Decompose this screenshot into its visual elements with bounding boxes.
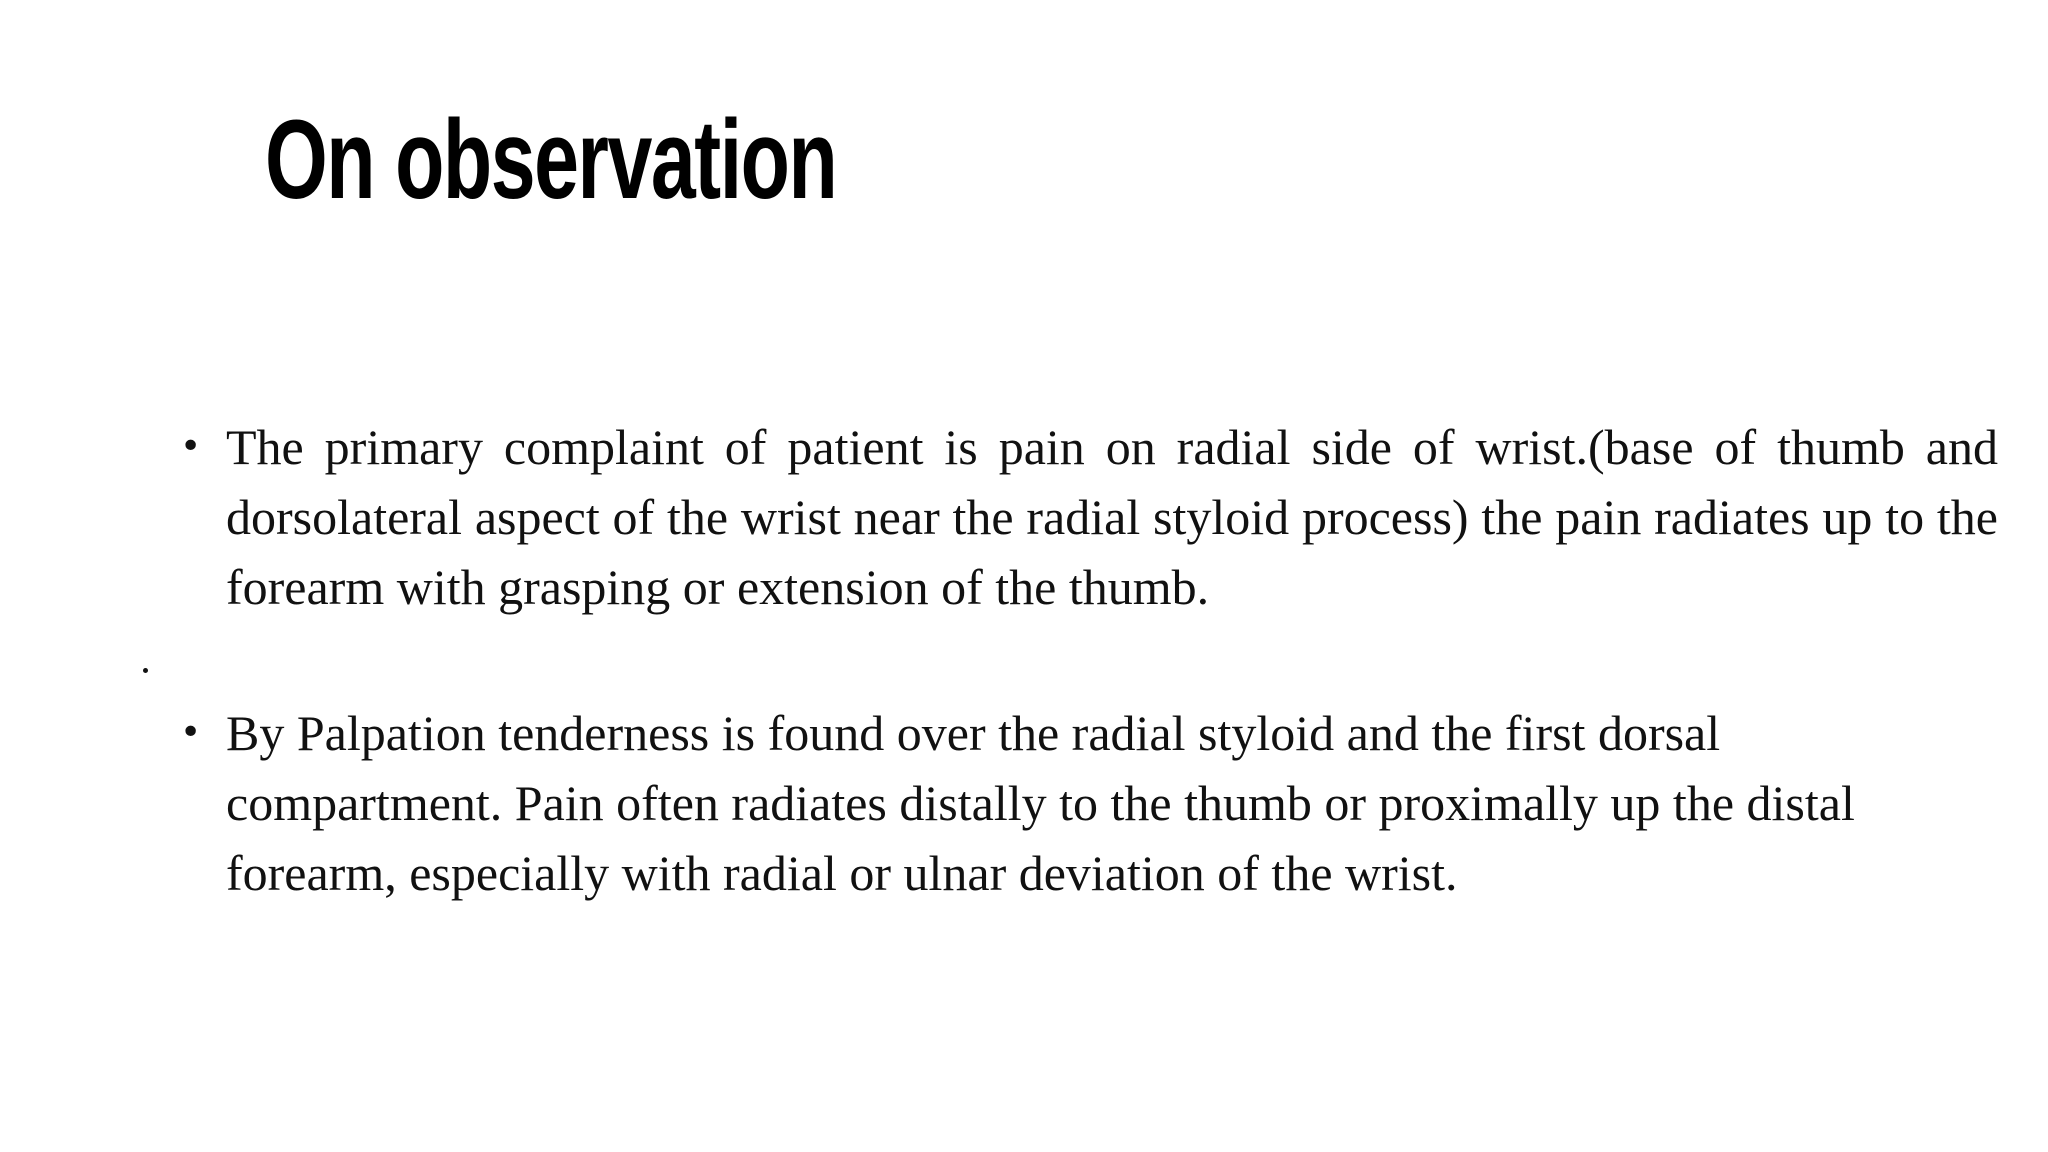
stray-dot [143,668,148,673]
bullet-item-observation [180,412,1998,622]
bullet-marker: • [180,712,202,753]
bullet-text: The primary complaint of patient is pain on radial side of wrist.(base of thumb and dorsolateral aspect of the wrist near the radial styloid process) the pain radiates up to the forearm with grasping or extension of the thumb. [226,419,1998,615]
bullet-text: By Palpation tenderness is found over the radial styloid and the first dorsal compartment. Pain often radiates distally to the thumb or proximally up the distal forearm, especially with radial or ulnar deviation of the wrist. [226,705,1855,901]
bullet-list [180,412,1998,908]
bullet-marker: • [180,426,202,467]
slide-title: On observation [265,97,837,222]
bullet-item-palpation [180,698,1998,908]
